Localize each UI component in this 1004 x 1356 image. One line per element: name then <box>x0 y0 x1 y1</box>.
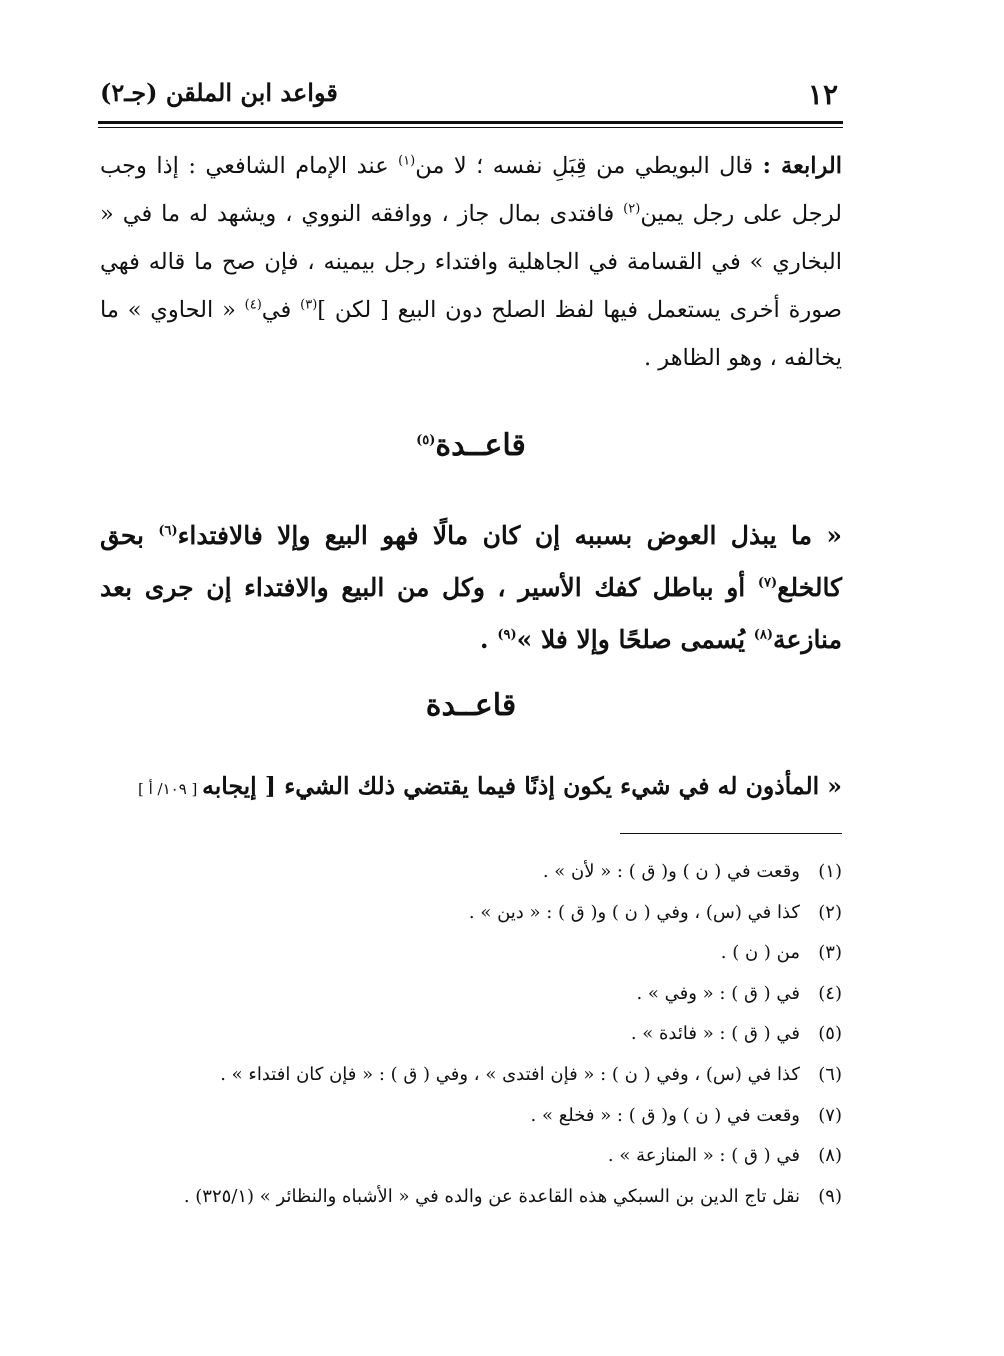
footnote-ref-7: (٧) <box>757 575 778 591</box>
footnote-number: (٦) <box>818 1063 842 1085</box>
footnote-text: في ( ق ) : « المنازعة » . <box>607 1145 800 1167</box>
footnote-text: وقعت في ( ن ) و( ق ) : « لأن » . <box>542 861 800 882</box>
footnote-text: كذا في (س) ، وفي ( ن ) و( ق ) : « دين » . <box>468 901 800 923</box>
text-run: . <box>479 625 498 654</box>
page-header <box>100 78 842 118</box>
footnote-ref-1: (١) <box>398 153 416 169</box>
section-heading-2 <box>100 688 842 723</box>
page-number: ١٢ <box>807 78 838 111</box>
footnote-number: (٣) <box>818 942 842 964</box>
footnote-ref-5: (٥) <box>416 433 436 448</box>
rule-statement-2 <box>100 766 842 809</box>
footnote-number: (١) <box>818 861 842 882</box>
footnote-item <box>82 1096 842 1137</box>
heading-text: قاعــدة <box>425 688 517 723</box>
footnote-text: في ( ق ) : « فائدة » . <box>630 1023 800 1045</box>
footnote-text: وقعت في ( ن ) و( ق ) : « فخلع » . <box>530 1104 800 1126</box>
footnote-ref-4: (٤) <box>244 297 262 313</box>
paragraph-fourth <box>100 142 842 382</box>
footnote-number: (٨) <box>818 1145 842 1167</box>
footnote-number: (٤) <box>818 982 842 1004</box>
footnote-ref-2: (٢) <box>623 201 641 217</box>
footnote-ref-3: (٣) <box>300 297 318 313</box>
folio-marker: [ ١٠٩/ أ ] <box>138 780 203 798</box>
footnote-item <box>82 893 842 934</box>
text-run: « ما يبذل العوض بسببه إن كان مالًا فهو البيع وإلا فالافتداء <box>177 521 842 550</box>
footnote-number: (٧) <box>818 1104 842 1126</box>
heading-text: قاعــدة <box>435 428 526 463</box>
footnote-item <box>82 1014 842 1055</box>
footnote-item <box>82 1055 842 1096</box>
text-run: « المأذون له في شيء يكون إذنًا فيما يقتضي ذلك الشيء [ إيجابه <box>202 772 842 800</box>
footnotes-list <box>82 852 842 1217</box>
footnote-text: من ( ن ) . <box>720 942 800 964</box>
footnote-number: (٩) <box>818 1185 842 1207</box>
paragraph-lead: الرابعة : <box>762 153 842 179</box>
text-run: في <box>261 297 301 323</box>
footnote-text: كذا في (س) ، وفي ( ن ) : « فإن افتدى » ، وفي ( ق ) : « فإن كان افتداء » . <box>220 1063 800 1085</box>
section-heading-1 <box>100 428 842 463</box>
text-run: « الحاوي » ما يخالفه ، وهو الظاهر . <box>100 297 842 371</box>
footnote-separator <box>620 833 842 834</box>
text-run: قال البويطي من قِبَلِ نفسه ؛ لا من <box>415 153 763 179</box>
footnote-item <box>82 852 842 893</box>
text-run: أو بباطل كفك الأسير ، وكل من البيع والافتداء إن جرى بعد منازعة <box>100 573 842 654</box>
text-run: يُسمى صلحًا وإلا فلا » <box>516 625 754 654</box>
text-run: فافتدى بمال جاز ، ووافقه النووي ، ويشهد له ما في « البخاري » في القسامة في الجاهلية وافتداء رجل بيمينه ، فإن صح ما قاله فهي صورة أخرى يستعمل فيها لفظ الصلح دون البيع [ لكن ] <box>100 201 842 323</box>
footnote-ref-6: (٦) <box>158 523 178 539</box>
footnote-ref-8: (٨) <box>753 627 774 643</box>
footnote-text: نقل تاج الدين بن السبكي هذه القاعدة عن والده في « الأشباه والنظائر » (٣٢٥/١) . <box>183 1185 800 1207</box>
footnote-ref-9: (٩) <box>497 627 517 643</box>
footnote-item <box>82 974 842 1015</box>
running-title: قواعد ابن الملقن (جـ٢) <box>100 78 338 107</box>
footnote-item <box>82 1136 842 1177</box>
header-rule-thin <box>98 127 843 128</box>
footnote-text: في ( ق ) : « وفي » . <box>636 982 800 1004</box>
footnote-item <box>82 933 842 974</box>
text-run: عند الإمام الشافعي : إذا وجب لرجل على رجل يمين <box>100 153 842 227</box>
footnote-item <box>82 1177 842 1218</box>
footnote-number: (٥) <box>818 1023 842 1045</box>
header-rule <box>98 121 843 124</box>
footnote-number: (٢) <box>818 901 842 923</box>
text-run: بحق كالخلع <box>100 521 842 602</box>
rule-statement-1 <box>100 510 842 666</box>
